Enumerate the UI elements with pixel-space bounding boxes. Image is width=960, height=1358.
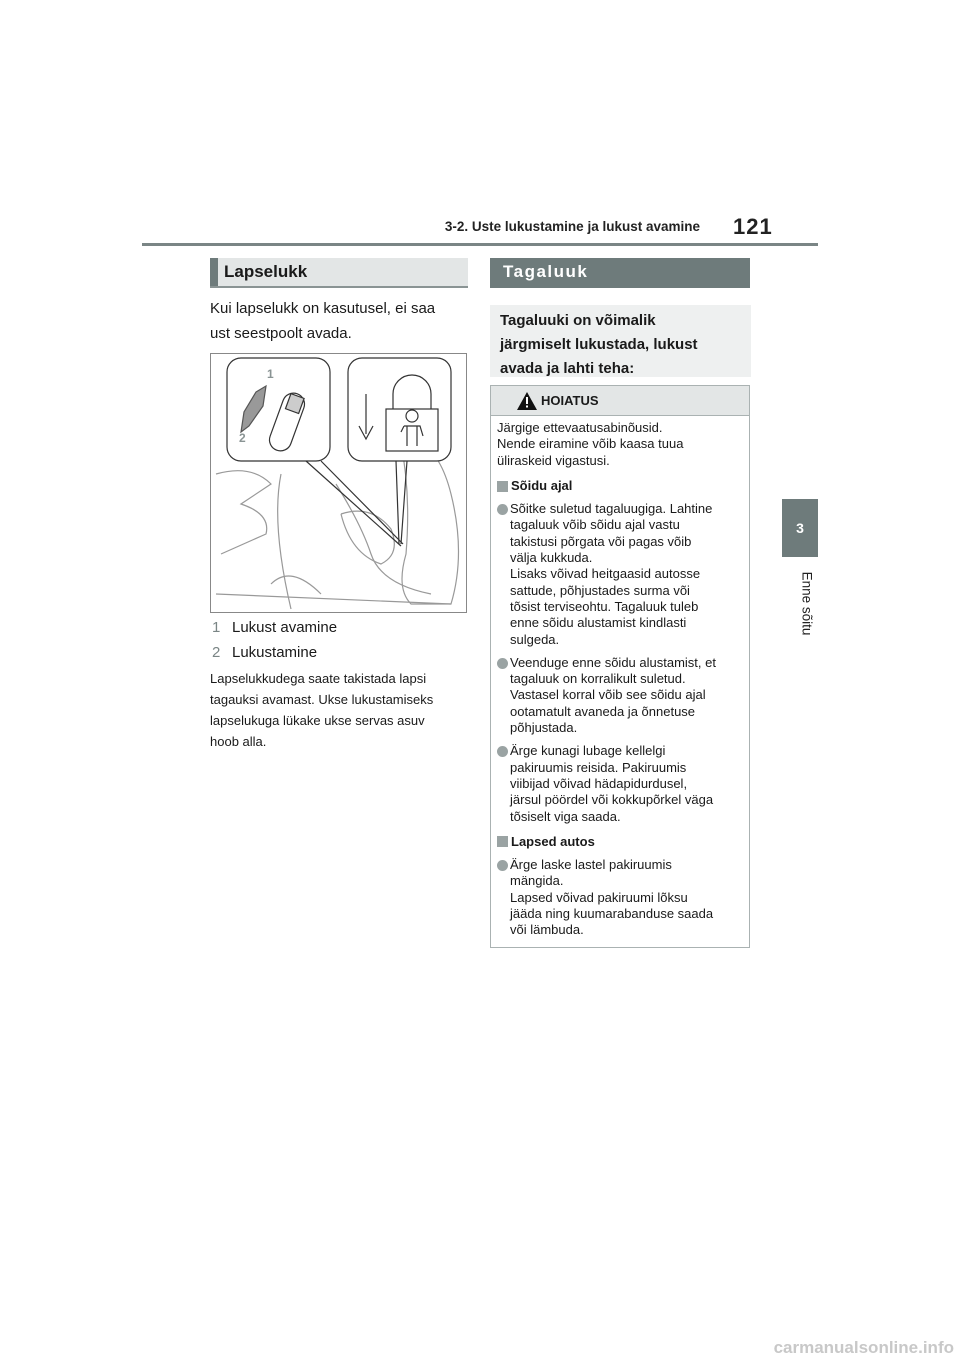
figure-label-1: 1 [267, 367, 274, 381]
chapter-tab [782, 499, 818, 557]
header-rule [142, 243, 818, 246]
warning-body [491, 416, 749, 939]
child-lock-illustration [210, 353, 467, 613]
circle-bullet-icon [497, 746, 508, 757]
tagaluuk-intro: Tagaluuki on võimalik järgmiselt lukustada, lukust avada ja lahti teha: [490, 305, 751, 377]
warning-section-title: Sõidu ajal [497, 478, 743, 494]
caption-2: 2 Lukustamine [212, 644, 318, 661]
warning-section-title: Lapsed autos [497, 834, 743, 850]
page-number: 121 [733, 214, 773, 239]
section-title: 3-2. Uste lukustamine ja lukust avamine [444, 219, 700, 234]
square-bullet-icon [497, 836, 508, 847]
lapselukk-paragraph: Lapselukkudega saate takistada lapsi tagauksi avamast. Ukse lukustamiseks lapselukuga lükake ukse servas asuv hoob alla. [210, 671, 434, 749]
circle-bullet-icon [497, 860, 508, 871]
watermark: carmanualsonline.info [773, 1338, 954, 1357]
circle-bullet-icon [497, 658, 508, 669]
warning-box [490, 385, 750, 948]
warning-icon [517, 392, 537, 410]
heading-tagaluuk: Tagaluuk [490, 258, 750, 288]
warning-intro: Järgige ettevaatusabinõusid. Nende eiramine võib kaasa tuua üliraskeid vigastusi. [497, 420, 684, 468]
warning-bullet: Sõitke suletud tagaluugiga. Lahtine tagaluuk võib sõidu ajal vastu takistusi põrgata või pagas võib välja kukkuda. Lisaks võivad heitgaasid autosse sattude, põhjustades surma või tõsist terviseohtu. Tagaluuk tuleb enne sõidu alustamist kindlasti sulgeda. [497, 501, 743, 648]
warning-bullet: Ärge laske lastel pakiruumis mängida. Lapsed võivad pakiruumi lõksu jääda ning kuumarabanduse saada või lämbuda. [497, 857, 743, 938]
lapselukk-intro: Kui lapselukk on kasutusel, ei saa ust seestpoolt avada. [210, 300, 436, 342]
chapter-number: 3 [796, 520, 804, 536]
warning-bullet: Ärge kunagi lubage kellelgi pakiruumis reisida. Pakiruumis viibijad võivad hädapidurdusel, järsul pöördel või kokkupõrkel väga tõsiselt viga saada. [497, 743, 743, 824]
heading-lapselukk: Lapselukk [210, 258, 468, 288]
warning-bullet: Veenduge enne sõidu alustamist, et tagaluuk on korralikult suletud. Vastasel korral võib see sõidu ajal ootamatult avaneda ja õnnetuse põhjustada. [497, 655, 743, 736]
figure-label-2: 2 [239, 431, 246, 445]
chapter-label: Enne sõitu [799, 571, 815, 636]
warning-header: HOIATUS [491, 386, 749, 416]
circle-bullet-icon [497, 504, 508, 515]
square-bullet-icon [497, 481, 508, 492]
caption-1: 1 Lukust avamine [212, 619, 338, 636]
